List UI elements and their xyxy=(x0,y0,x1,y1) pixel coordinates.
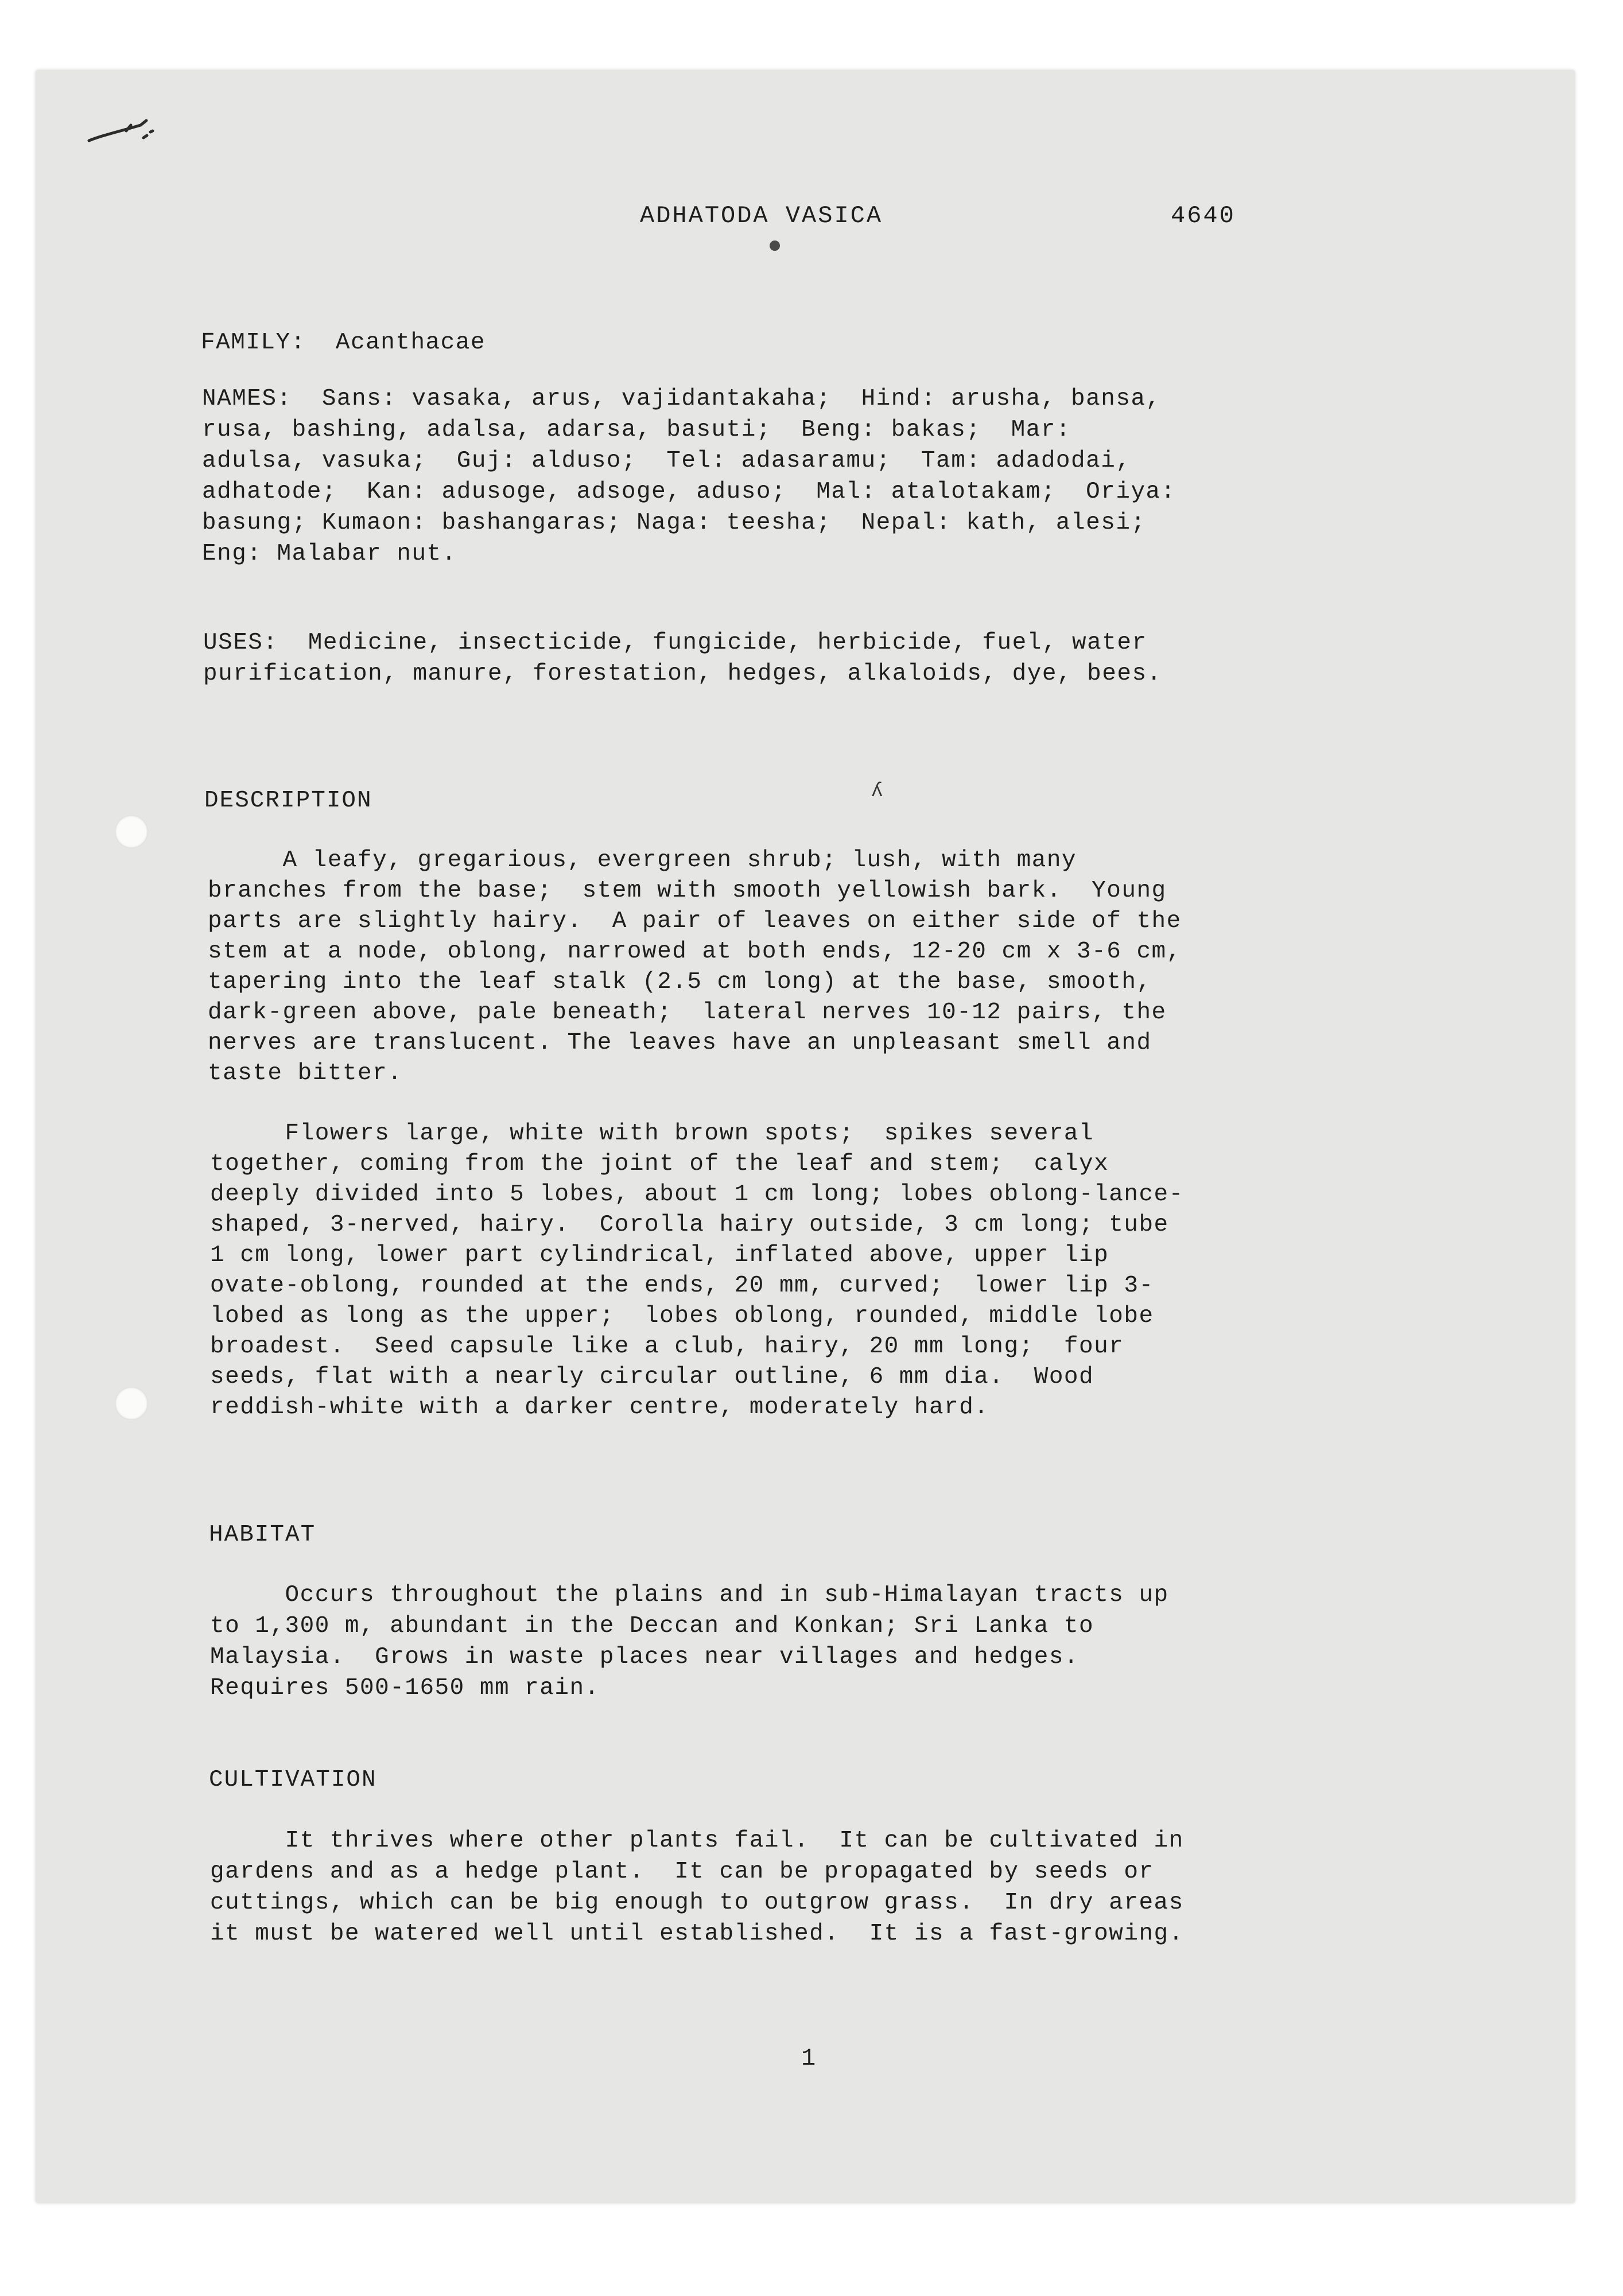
habitat-line: Requires 500-1650 mm rain. xyxy=(210,1675,600,1701)
uses-line-1: USES: Medicine, insecticide, fungicide, herbicide, fuel, water xyxy=(203,630,1147,656)
description-line: branches from the base; stem with smooth yellowish bark. Young xyxy=(208,878,1167,904)
ink-tick: ʎ xyxy=(871,781,883,802)
description-line: ovate-oblong, rounded at the ends, 20 mm, curved; lower lip 3- xyxy=(210,1273,1154,1299)
cultivation-line: gardens and as a hedge plant. It can be propagated by seeds or xyxy=(210,1859,1154,1885)
page-number: 1 xyxy=(801,2045,816,2072)
page-code: 4640 xyxy=(1171,202,1236,230)
description-heading: DESCRIPTION xyxy=(204,788,372,814)
names-line-3: adulsa, vasuka; Guj: alduso; Tel: adasaramu; Tam: adadodai, xyxy=(202,448,1131,474)
description-line: together, coming from the joint of the leaf and stem; calyx xyxy=(210,1151,1109,1177)
description-line: dark-green above, pale beneath; lateral nerves 10-12 pairs, the xyxy=(208,999,1167,1026)
cultivation-line: cuttings, which can be big enough to outgrow grass. In dry areas xyxy=(210,1890,1184,1916)
description-line: stem at a node, oblong, narrowed at both ends, 12-20 cm x 3-6 cm, xyxy=(208,938,1182,965)
names-line-2: rusa, bashing, adalsa, adarsa, basuti; Beng: bakas; Mar: xyxy=(202,417,1071,443)
punch-hole-lower xyxy=(115,1387,148,1420)
description-line: 1 cm long, lower part cylindrical, inflated above, upper lip xyxy=(210,1242,1109,1269)
uses-line-2: purification, manure, forestation, hedges, alkaloids, dye, bees. xyxy=(203,661,1162,687)
ink-mark xyxy=(86,115,161,149)
description-line: deeply divided into 5 lobes, about 1 cm long; lobes oblong-lance- xyxy=(210,1181,1184,1208)
page-header xyxy=(640,202,1236,230)
punch-hole-upper xyxy=(115,815,148,848)
description-line: nerves are translucent. The leaves have an unpleasant smell and xyxy=(208,1030,1152,1056)
cultivation-heading: CULTIVATION xyxy=(209,1767,377,1793)
description-line: broadest. Seed capsule like a club, hairy, 20 mm long; four xyxy=(210,1333,1124,1360)
description-line: shaped, 3-nerved, hairy. Corolla hairy outside, 3 cm long; tube xyxy=(210,1212,1169,1238)
names-line-5: basung; Kumaon: bashangaras; Naga: teesha; Nepal: kath, alesi; xyxy=(202,510,1146,536)
cultivation-line: it must be watered well until established. It is a fast-growing. xyxy=(210,1921,1184,1947)
description-line: parts are slightly hairy. A pair of leaves on either side of the xyxy=(208,908,1182,934)
description-line: seeds, flat with a nearly circular outline, 6 mm dia. Wood xyxy=(210,1364,1094,1390)
cultivation-line: It thrives where other plants fail. It can be cultivated in xyxy=(210,1828,1184,1854)
ink-dot xyxy=(770,241,780,251)
description-line: taste bitter. xyxy=(208,1060,403,1087)
names-line-6: Eng: Malabar nut. xyxy=(202,541,457,567)
description-line: reddish-white with a darker centre, moderately hard. xyxy=(210,1394,989,1421)
names-line-4: adhatode; Kan: adusoge, adsoge, aduso; Mal: atalotakam; Oriya: xyxy=(202,479,1176,505)
description-line: lobed as long as the upper; lobes oblong, rounded, middle lobe xyxy=(210,1303,1154,1329)
family-line: FAMILY: Acanthacae xyxy=(201,329,486,356)
names-line-1: NAMES: Sans: vasaka, arus, vajidantakaha; Hind: arusha, bansa, xyxy=(202,386,1161,412)
habitat-line: Malaysia. Grows in waste places near villages and hedges. xyxy=(210,1644,1080,1670)
description-line: Flowers large, white with brown spots; spikes several xyxy=(210,1120,1094,1147)
document-title: ADHATODA VASICA xyxy=(640,202,883,230)
habitat-line: Occurs throughout the plains and in sub-Himalayan tracts up xyxy=(210,1582,1169,1608)
description-line: tapering into the leaf stalk (2.5 cm long) at the base, smooth, xyxy=(208,969,1152,995)
habitat-heading: HABITAT xyxy=(209,1522,316,1548)
description-line: A leafy, gregarious, evergreen shrub; lush, with many xyxy=(208,847,1077,874)
habitat-line: to 1,300 m, abundant in the Deccan and Konkan; Sri Lanka to xyxy=(210,1613,1094,1639)
